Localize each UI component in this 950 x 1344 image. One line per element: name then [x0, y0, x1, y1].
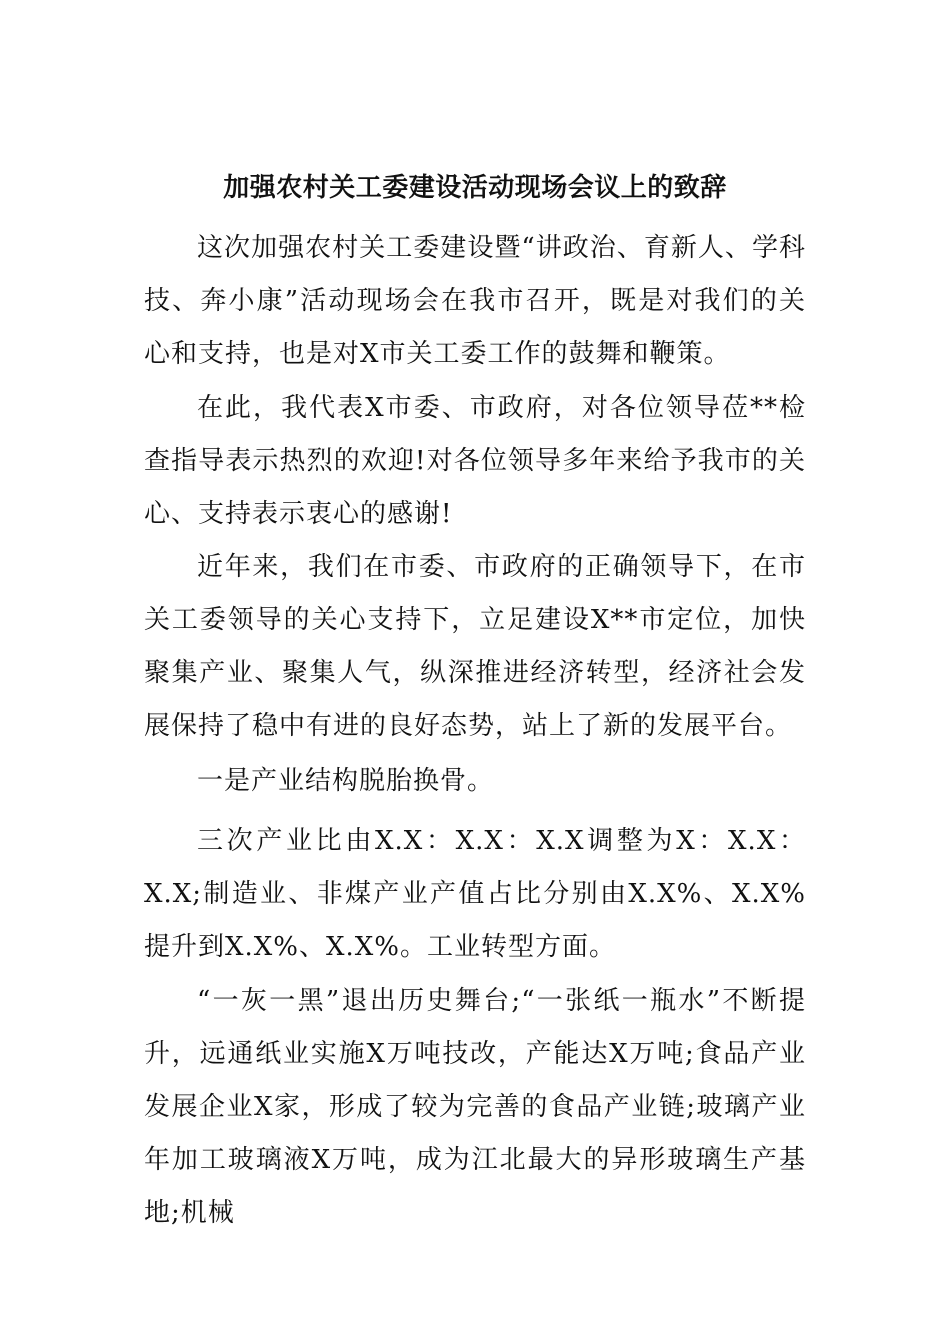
paragraph-opening: 这次加强农村关工委建设暨“讲政治、育新人、学科技、奔小康”活动现场会在我市召开，既是对我们的关心和支持，也是对X市关工委工作的鼓舞和鞭策。 — [144, 233, 806, 369]
paragraph-welcome: 在此，我代表X市委、市政府，对各位领导莅**检查指导表示热烈的欢迎!对各位领导多年来给予我市的关心、支持表示衷心的感谢! — [144, 393, 806, 529]
paragraph-heading-industry: 一是产业结构脱胎换骨。 — [197, 766, 495, 796]
paragraph-industry-details: “一灰一黑”退出历史舞台;“一张纸一瓶水”不断提升，远通纸业实施X万吨技改，产能达X万吨;食品产业发展企业X家，形成了较为完善的食品产业链;玻璃产业年加工玻璃液X万吨，成为江北最大的异形玻璃生产基地;机械 — [144, 986, 806, 1228]
paragraph-development: 近年来，我们在市委、市政府的正确领导下，在市关工委领导的关心支持下，立足建设X**市定位，加快聚集产业、聚集人气，纵深推进经济转型，经济社会发展保持了稳中有进的良好态势，站上了新的发展平台。 — [144, 552, 806, 741]
paragraph-industry-ratio: 三次产业比由X.X：X.X：X.X调整为X：X.X：X.X;制造业、非煤产业产值占比分别由X.X%、X.X%提升到X.X%、X.X%。工业转型方面。 — [144, 826, 806, 962]
document-title: 加强农村关工委建设活动现场会议上的致辞 — [223, 173, 727, 203]
